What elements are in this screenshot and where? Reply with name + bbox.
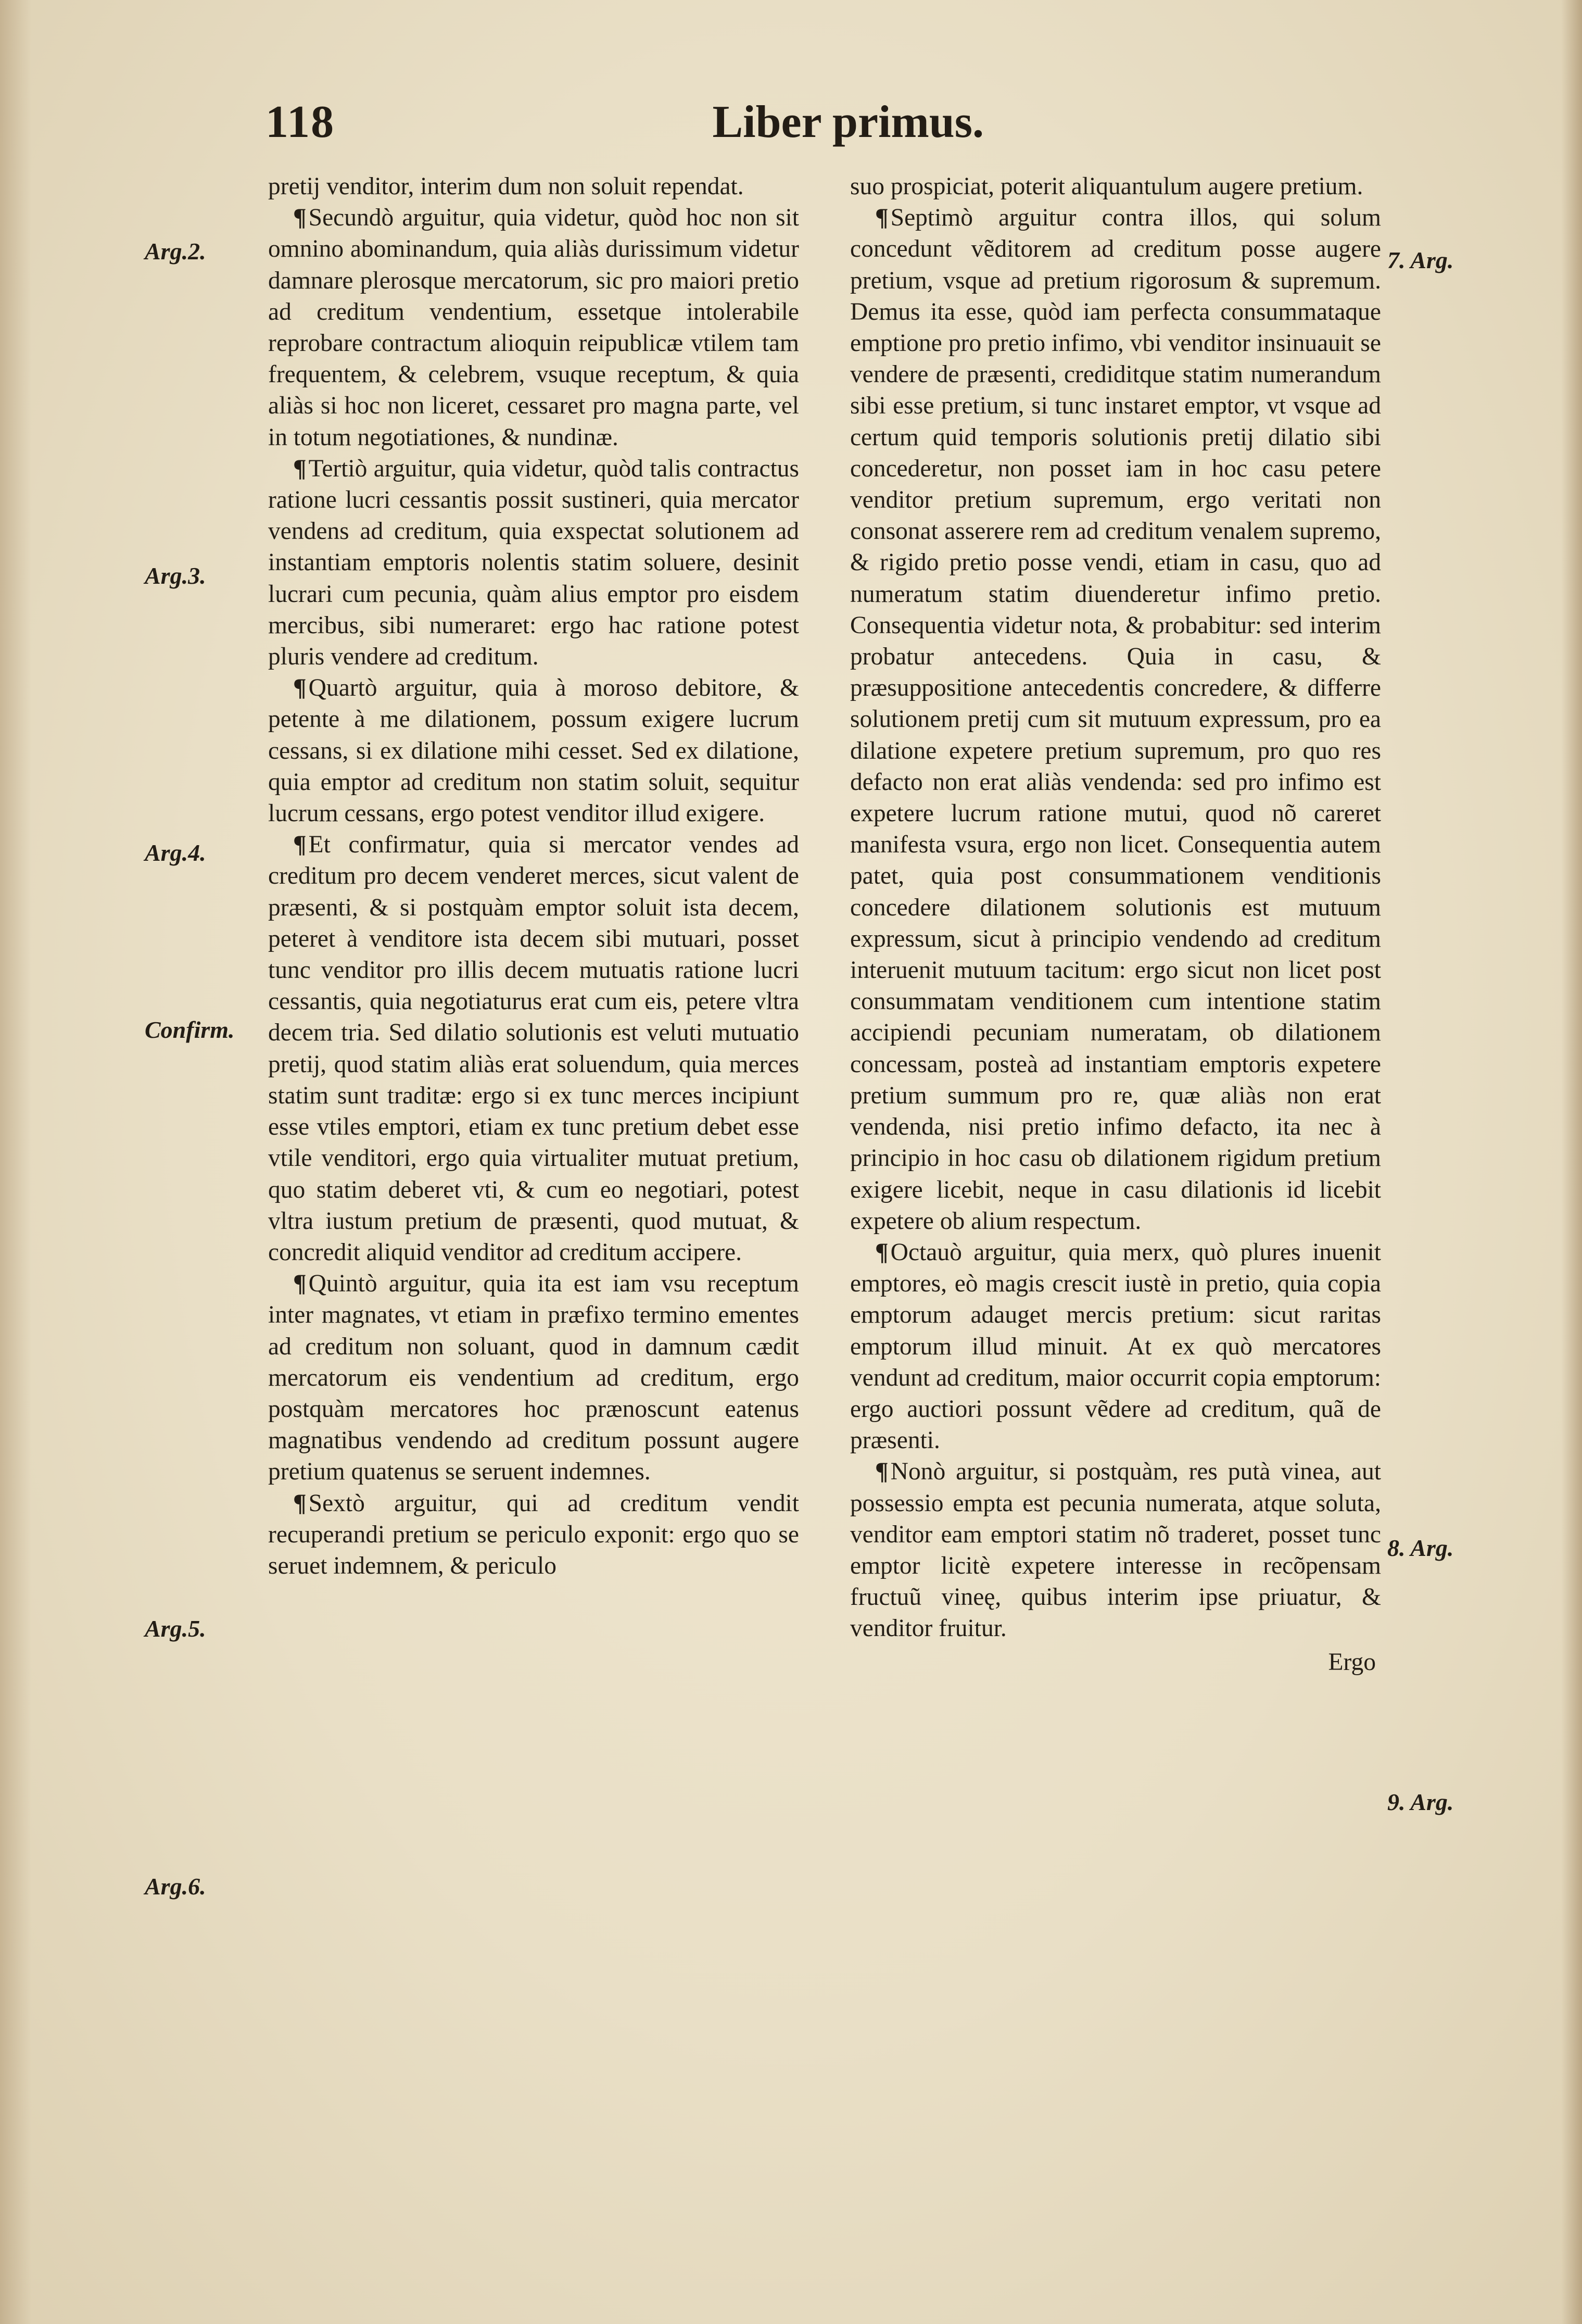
paragraph-text: Octauò arguitur, quia merx, quò plures inuenit emptores, eò magis crescit iustè in pretio, quia copia emptorum adauget mercis pretium: sicut raritas emptorum illud minuit. At ex quò mercatores vendunt ad creditum, maior occurrit copia emptorum: ergo auctiori possunt vẽdere ad creditum, quã de præsenti. (850, 1238, 1381, 1454)
paragraph (850, 202, 1381, 1237)
paragraph-text: Septimò arguitur contra illos, qui solum concedunt vẽditorem ad creditum posse augere pretium, vsque ad pretium rigorosum & supremum. Demus ita esse, quòd iam perfecta consummataque emptione pro pretio infimo, vbi venditor insinuauit se vendere de præsenti, crediditque statim numerandum sibi esse pretium, si tunc instaret emptor, vt vsque ad certum quid temporis solutionis pretij dilatio sibi concederetur, non posset iam in hoc casu petere venditor pretium supremum, ergo veritati non consonat asserere rem ad creditum venalem supremo, & rigido pretio posse vendi, etiam in casu, quo ad numeratum statim diuenderetur infimo pretio. Consequentia videtur nota, & probabitur: sed interim probatur antecedens. Quia in casu, & præsuppositione antecedentis concredere, & differre solutionem pretij cum sit mutuum expressum, pro ea dilatione expetere pretium supremum, pro quo res defacto non erat aliàs vendenda: sed pro infimo est expetere lucrum ratione mutui, quod nõ careret manifesta vsura, ergo non licet. Consequentia autem patet, quia post consummationem venditionis concedere dilationem solutionis est mutuum expressum, sicut à principio vendendo ad creditum interuenit mutuum tacitum: ergo sicut non licet post consummatam venditionem cum intentione statim accipiendi pecuniam numeratam, ob dilationem concessam, posteà ad instantiam emptoris expetere pretium summum pro re, quæ aliàs non erat vendenda, nisi pretio infimo defacto, ita nec à principio in hoc casu ob dilationem rigidum pretium exigere licebit, neque in casu dilationis id licebit expetere ob alium respectum. (850, 204, 1381, 1235)
pilcrow-icon: ¶ (293, 674, 307, 702)
text-column-left (268, 171, 799, 1581)
paragraph (850, 1456, 1381, 1644)
paragraph (850, 1237, 1381, 1456)
text-column-right (850, 171, 1381, 1678)
marginal-note: Arg.2. (145, 238, 206, 265)
paragraph-text: pretij venditor, interim dum non soluit rependat. (268, 173, 744, 200)
catchword: Ergo (1328, 1648, 1376, 1676)
marginal-note: Arg.3. (145, 562, 206, 589)
pilcrow-icon: ¶ (293, 831, 307, 859)
paragraph (268, 202, 799, 453)
paragraph-text: Secundò arguitur, quia videtur, quòd hoc non sit omnino abominandum, quia aliàs durissimum videtur damnare plerosque mercatorum, sic pro maiori pretio ad creditum vendentium, essetque intolerabile reprobare contractum alioquin reipublicæ vtilem tam frequentem, & celebrem, vsuque receptum, & quia aliàs si hoc non liceret, cessaret pro magna parte, vel in totum negotiationes, & nundinæ. (268, 204, 799, 451)
pilcrow-icon: ¶ (875, 204, 889, 232)
folio-number: 118 (265, 97, 335, 147)
paragraph (268, 829, 799, 1268)
paragraph-text: Et confirmatur, quia si mercator vendes ad creditum pro decem venderet merces, sicut valent de præsenti, & si postquàm emptor soluit ista decem, peteret à venditore ista decem sibi mutuari, posset tunc venditor pro illis decem mutuatis ratione lucri cessantis, quia negotiaturus erat cum eis, petere vltra decem tria. Sed dilatio solutionis est veluti mutuatio pretij, quod statim aliàs erat soluendum, quia merces statim sunt traditæ: ergo si ex tunc merces incipiunt esse vtiles emptori, etiam ex tunc pretium debet esse vtile venditori, ergo quia virtualiter mutuat pretium, quo statim deberet vti, & cum eo negotiari, potest vltra iustum pretium de præsenti, quod mutuat, & concredit aliquid venditor ad creditum accipere. (268, 831, 799, 1266)
marginal-note: 7. Arg. (1387, 247, 1454, 273)
pilcrow-icon: ¶ (875, 1458, 889, 1486)
marginal-note: Arg.5. (145, 1615, 206, 1642)
paragraph (850, 171, 1381, 202)
paragraph-text: Tertiò arguitur, quia videtur, quòd talis contractus ratione lucri cessantis possit sustineri, quia mercator vendens ad creditum, quia exspectat solutionem ad instantiam emptoris nolentis statim soluere, desinit lucrari cum pecunia, quàm alius emptor pro eisdem mercibus, sibi numeraret: ergo hac ratione potest pluris vendere ad creditum. (268, 455, 799, 671)
paragraph-text: Nonò arguitur, si postquàm, res putà vinea, aut possessio empta est pecunia numerata, atque soluta, venditor eam emptori statim nõ traderet, posset tunc emptor licitè expetere interesse in recõpensam fructuũ vineę, quibus interim ipse priuatur, & venditor fruitur. (850, 1458, 1381, 1642)
paragraph (268, 672, 799, 829)
paragraph-text: suo prospiciat, poterit aliquantulum augere pretium. (850, 173, 1363, 200)
marginal-note: 9. Arg. (1387, 1789, 1454, 1815)
running-head: Liber primus. (712, 97, 984, 147)
marginal-note: Confirm. (145, 1016, 235, 1043)
paragraph-text: Quartò arguitur, quia à moroso debitore, & petente à me dilationem, possum exigere lucrum cessans, si ex dilatione mihi cesset. Sed ex dilatione, quia emptor ad creditum non statim soluit, sequitur lucrum cessans, ergo potest venditor illud exigere. (268, 674, 799, 827)
pilcrow-icon: ¶ (293, 1489, 307, 1517)
paper-edge-left (0, 0, 31, 2324)
paragraph (268, 1268, 799, 1487)
pilcrow-icon: ¶ (293, 204, 307, 232)
paragraph (268, 1488, 799, 1582)
paragraph-text: Sextò arguitur, qui ad creditum vendit recuperandi pretium se periculo exponit: ergo quo se seruet indemnem, & periculo (268, 1489, 799, 1579)
marginal-note: 8. Arg. (1387, 1535, 1454, 1561)
marginal-note: Arg.4. (145, 839, 206, 866)
pilcrow-icon: ¶ (293, 1270, 307, 1298)
page-header (265, 89, 984, 156)
pilcrow-icon: ¶ (293, 455, 307, 482)
paragraph-text: Quintò arguitur, quia ita est iam vsu receptum inter magnates, vt etiam in præfixo termino ementes ad creditum non soluant, quod in damnum cædit mercatorum eis vendentium ad creditum, ergo postquàm mercatores hoc prænoscunt eatenus magnatibus vendendo ad creditum possunt augere pretium quatenus se seruent indemnes. (268, 1270, 799, 1486)
pilcrow-icon: ¶ (875, 1238, 889, 1266)
paper-edge-right (1561, 0, 1582, 2324)
marginal-note: Arg.6. (145, 1873, 206, 1900)
paragraph (268, 171, 799, 202)
paragraph (268, 453, 799, 672)
